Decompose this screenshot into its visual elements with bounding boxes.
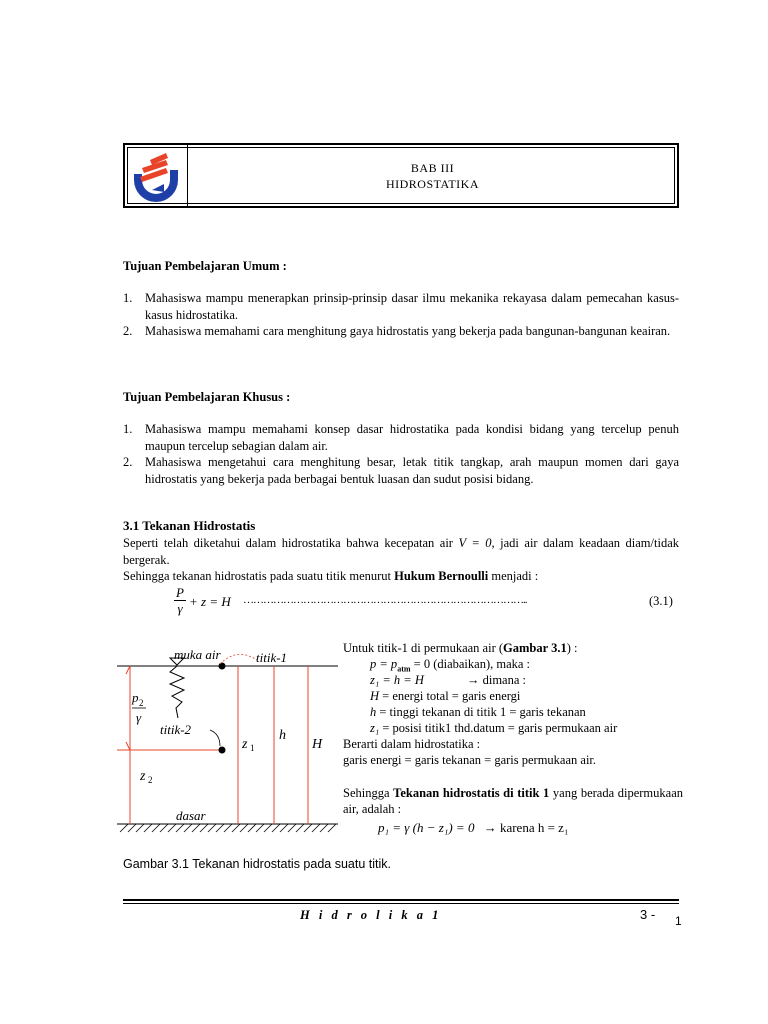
rt-math: z₁	[370, 721, 380, 735]
section-heading: 3.1 Tekanan Hidrostatis	[123, 518, 256, 533]
rt-math: H	[370, 689, 380, 703]
chapter-label: BAB III	[410, 161, 455, 175]
specific-objectives-heading: Tujuan Pembelajaran Khusus :	[123, 390, 291, 404]
rt-text: ) :	[566, 641, 578, 655]
arrow-right-icon: →	[483, 820, 497, 835]
rt-text: = energi total = garis energi	[379, 689, 521, 703]
hydrostatic-diagram	[112, 642, 338, 842]
list-text: Mahasiswa mengetahui cara menghitung besar, letak titik tangkap, arah maupun momen dari gaya hidrostatis yang bekerja pada berbagai bentuk luasan dan sudut posisi bidang.	[145, 455, 679, 486]
label-titik1: titik-1	[256, 650, 288, 665]
label-p2: p	[132, 690, 139, 705]
titik2-point	[219, 747, 226, 754]
frac-denominator: γ	[177, 601, 183, 616]
para-text: Seperti telah diketahui dalam hidrostatika bahwa kecepatan air	[123, 536, 459, 550]
list-num: 1.	[123, 422, 133, 436]
label-z2: z	[140, 769, 146, 784]
eq-p1: p₁ = γ (h − z₁) = 0	[378, 820, 475, 835]
arrow-right-icon: →	[466, 673, 480, 687]
rt-math: p = p	[370, 657, 398, 671]
figure-ref: Gambar 3.1	[503, 641, 567, 655]
equation-rest: + z = H	[189, 594, 231, 609]
right-text-line-4	[370, 688, 710, 704]
list-num: 2.	[123, 455, 133, 469]
velocity-expr: V = 0	[458, 536, 492, 550]
label-z1: z	[242, 737, 248, 752]
general-objectives-heading: Tujuan Pembelajaran Umum :	[123, 259, 287, 273]
rt-math: h	[370, 705, 377, 719]
list-text: Mahasiswa mampu menerapkan prinsip-prinsip dasar ilmu mekanika rekayasa dalam pemecahan kasus-kasus hidrostatika.	[145, 291, 679, 322]
list-item	[123, 421, 679, 454]
para-text: Sehingga tekanan hidrostatis pada suatu titik menurut	[123, 569, 395, 583]
equation-label: (3.1)	[649, 594, 673, 608]
footer-rule-thin	[123, 903, 679, 904]
rt-text: dimana :	[482, 673, 526, 687]
para-text: , jadi air dalam keadaan diam/tidak bergerak.	[123, 536, 679, 567]
rt-sub: atm	[397, 664, 411, 674]
right-text-line-8: garis energi = garis tekanan = garis permukaan air.	[343, 753, 597, 767]
right-text-line-3	[370, 672, 710, 688]
label-titik2: titik-2	[160, 722, 192, 737]
footer-rule-thick	[123, 899, 679, 901]
chapter-title: HIDROSTATIKA	[385, 177, 480, 191]
equation-p1	[378, 820, 718, 836]
label-z1-sub: 1	[250, 743, 255, 753]
titik1-point	[219, 663, 226, 670]
label-p2-sub: 2	[139, 698, 144, 708]
label-dasar: dasar	[176, 808, 206, 823]
list-text: Mahasiswa memahami cara menghitung gaya hidrostatis yang bekerja pada bangunan-bangunan keairan.	[145, 324, 671, 338]
rt-text: = posisi titik1 thd.datum = garis permukaan air	[379, 721, 618, 735]
label-h: h	[279, 728, 286, 743]
list-num: 1.	[123, 291, 133, 305]
rt-math: z₁ = h = H	[370, 673, 424, 687]
page-number-sub: 1	[675, 914, 682, 928]
list-item	[123, 290, 679, 323]
right-text-line-1	[343, 640, 683, 656]
pressure-spring-icon	[170, 666, 184, 718]
right-text-line-7: Berarti dalam hidrostatika :	[343, 737, 481, 751]
right-text-line-6	[370, 720, 685, 736]
figure-caption: Gambar 3.1 Tekanan hidrostatis pada suatu titik.	[123, 857, 391, 871]
rt-bold: Tekanan hidrostatis di titik 1	[393, 786, 550, 800]
list-num: 2.	[123, 324, 133, 338]
equation-3-1	[173, 586, 683, 620]
rt-text: Sehingga	[343, 786, 394, 800]
rt-text: = 0 (diabaikan), maka :	[410, 657, 531, 671]
institution-logo-icon	[130, 150, 182, 202]
equation-dots: …………………………………………………………………………..	[243, 594, 527, 606]
footer-title: H i d r o l i k a 1	[300, 908, 442, 922]
rt-text: Untuk titik-1 di permukaan air (	[343, 641, 504, 655]
eq-reason: karena h = z₁	[499, 820, 569, 835]
list-item	[123, 323, 679, 340]
list-item	[123, 454, 679, 487]
para-text: menjadi :	[488, 569, 539, 583]
section-paragraph-1	[123, 535, 679, 568]
right-text-line-9	[343, 785, 683, 817]
page-number: 3 -	[640, 907, 656, 922]
rt-text: = tinggi tekanan di titik 1 = garis tekanan	[376, 705, 586, 719]
bernoulli-term: Hukum Bernoulli	[394, 569, 489, 583]
ground-hatching	[120, 824, 336, 832]
label-muka-air: muka air	[174, 647, 221, 662]
label-z2-sub: 2	[148, 775, 153, 785]
rt-text: yang berada dipermukaan air, adalah :	[343, 786, 684, 816]
frac-numerator: P	[176, 585, 184, 600]
list-text: Mahasiswa mampu memahami konsep dasar hidrostatika pada kondisi bidang yang tercelup penuh maupun tercelup sebagian dalam air.	[145, 422, 679, 453]
label-H: H	[312, 737, 323, 752]
label-gamma: γ	[136, 710, 142, 725]
right-text-line-5	[370, 704, 710, 720]
section-paragraph-2	[123, 568, 679, 585]
header-divider	[187, 145, 188, 206]
pressure-fraction	[173, 586, 187, 615]
header-title-block	[186, 160, 679, 192]
